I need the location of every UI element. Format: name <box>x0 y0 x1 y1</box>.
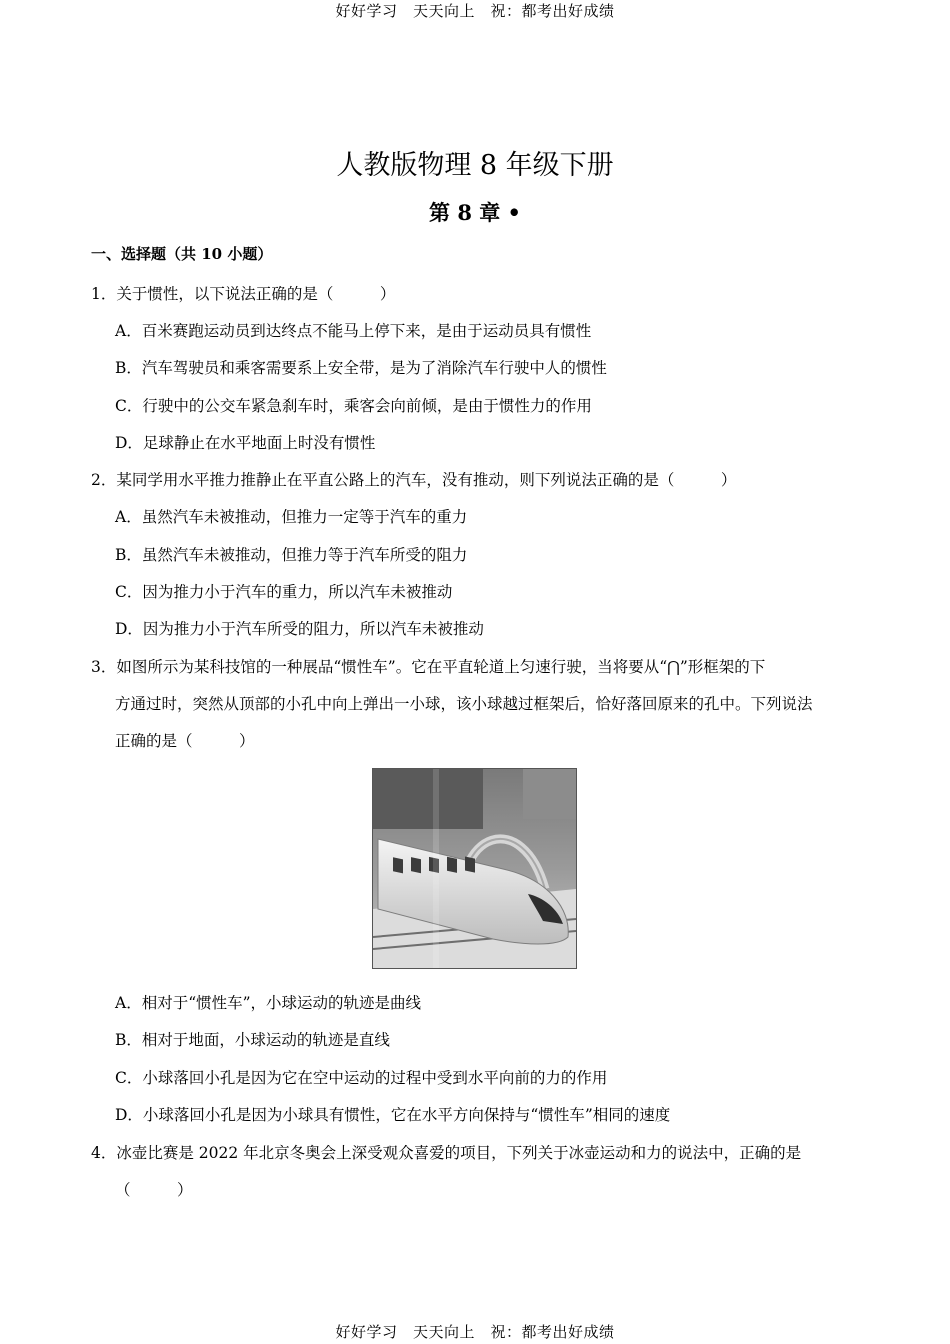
document-title: 人教版物理 8 年级下册 <box>336 150 614 181</box>
question-2-option-d: D．因为推力小于汽车所受的阻力，所以汽车未被推动 <box>115 620 484 638</box>
question-3-option-b: B．相对于地面，小球运动的轨迹是直线 <box>115 1031 390 1049</box>
question-3-option-c: C．小球落回小孔是因为它在空中运动的过程中受到水平向前的力的作用 <box>115 1069 608 1087</box>
question-3-option-d: D．小球落回小孔是因为小球具有惯性，它在水平方向保持与“惯性车”相同的速度 <box>115 1106 671 1124</box>
question-3-stem-line-3: 正确的是（ ） <box>115 732 255 750</box>
section-heading: 一、选择题（共 10 小题） <box>91 245 273 263</box>
question-2-option-b: B．虽然汽车未被推动，但推力等于汽车所受的阻力 <box>115 546 468 564</box>
page-footer: 好好学习 天天向上 祝：都考出好成绩 <box>335 1323 615 1341</box>
page-header: 好好学习 天天向上 祝：都考出好成绩 <box>335 2 615 20</box>
question-2-stem: 2．某同学用水平推力推静止在平直公路上的汽车，没有推动，则下列说法正确的是（ ） <box>91 471 737 489</box>
inertia-train-photo <box>372 768 577 969</box>
question-1-option-d: D．足球静止在水平地面上时没有惯性 <box>115 434 376 452</box>
question-2-option-a: A．虽然汽车未被推动，但推力一定等于汽车的重力 <box>115 508 468 526</box>
question-1-stem: 1．关于惯性，以下说法正确的是（ ） <box>91 285 396 303</box>
question-1-option-c: C．行驶中的公交车紧急刹车时，乘客会向前倾，是由于惯性力的作用 <box>115 397 592 415</box>
question-1-option-a: A．百米赛跑运动员到达终点不能马上停下来，是由于运动员具有惯性 <box>115 322 592 340</box>
question-3-option-a: A．相对于“惯性车”，小球运动的轨迹是曲线 <box>115 994 422 1012</box>
chapter-heading: 第 8 章 • <box>429 200 521 225</box>
question-3-stem-line-2: 方通过时，突然从顶部的小孔中向上弹出一小球，该小球越过框架后，恰好落回原来的孔中。下列说法 <box>115 695 813 713</box>
question-3-stem: 3．如图所示为某科技馆的一种展品“惯性车”。它在平直轮道上匀速行驶，当将要从“⋂”形框架的下 <box>91 658 766 676</box>
question-1-option-b: B．汽车驾驶员和乘客需要系上安全带，是为了消除汽车行驶中人的惯性 <box>115 359 607 377</box>
question-4-stem-line-2: （ ） <box>115 1181 193 1199</box>
question-4-stem: 4．冰壶比赛是 2022 年北京冬奥会上深受观众喜爱的项目，下列关于冰壶运动和力的说法中，正确的是 <box>91 1144 802 1162</box>
question-2-option-c: C．因为推力小于汽车的重力，所以汽车未被推动 <box>115 583 453 601</box>
